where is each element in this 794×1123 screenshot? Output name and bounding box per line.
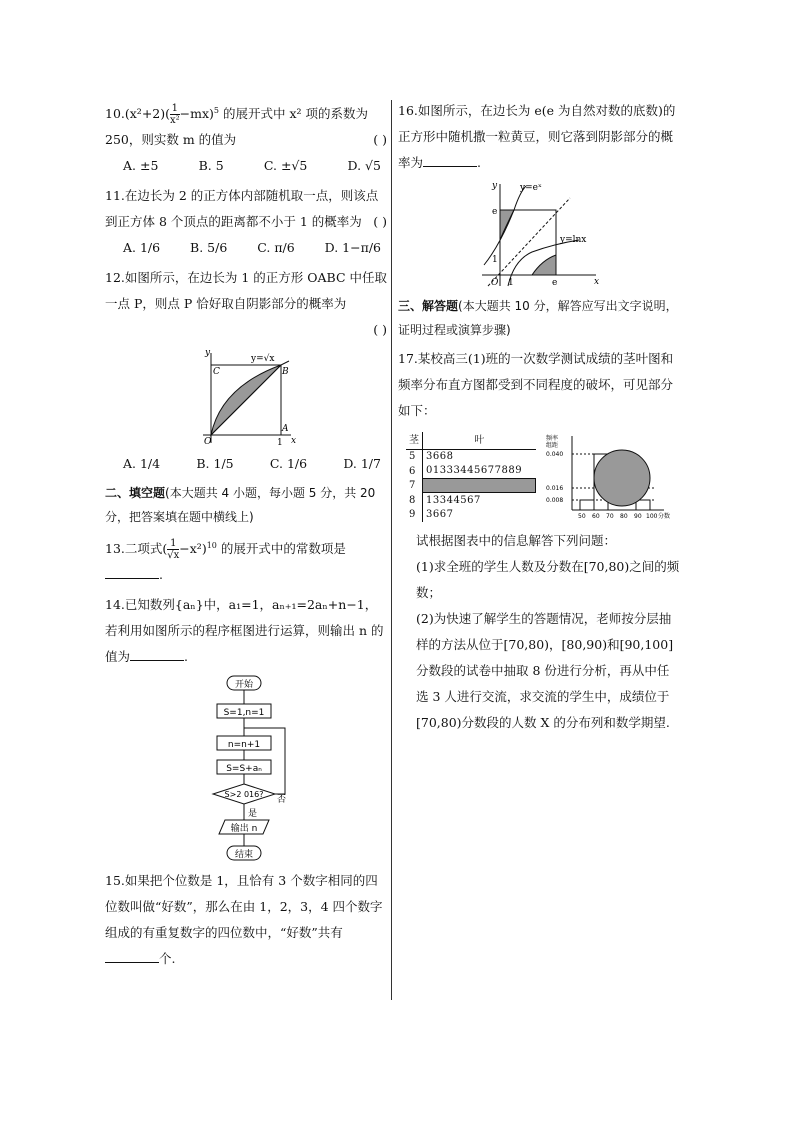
option-b: B. 1/5 <box>196 456 234 472</box>
q13-stem-b: −x²) <box>179 541 207 557</box>
flow-start-label: 开始 <box>234 680 254 691</box>
one-x-tick: 1 <box>508 278 514 288</box>
option-c: C. ±√5 <box>263 158 308 174</box>
flow-step1-label: n=n+1 <box>227 740 261 751</box>
leaf-cell: 13344567 <box>426 495 481 507</box>
xtick: 70 <box>606 513 614 520</box>
q17-part1: (1)求全班的学生人数及分数在[70,80)之间的频数； <box>416 559 680 600</box>
curve-extension <box>281 361 289 365</box>
ytick: 0.016 <box>546 485 564 492</box>
y-label: y <box>492 181 498 191</box>
diagonal-ob <box>211 365 281 435</box>
stem-cell: 5 <box>406 449 423 464</box>
ylabel-bottom: 组距 <box>546 442 559 449</box>
section-title: 三、解答题 <box>398 299 459 313</box>
section-note: (本大题共 4 小题，每小题 5 分，共 20 分，把答案填在题中横线上) <box>105 486 376 525</box>
flow-condition-label: S>2 016? <box>224 790 264 800</box>
damage-blot <box>594 450 650 506</box>
q15-stem: 15.如果把个位数是 1，且恰有 3 个数字相同的四位数叫做“好数”，那么在由 1，2，3，4 四个数字组成的有重复数字的四位数中，“好数”共有 <box>105 873 383 941</box>
left-column <box>105 98 387 976</box>
e-y-tick: e <box>492 207 498 217</box>
leaf-header: 叶 <box>474 434 485 446</box>
stem-header: 茎 <box>406 432 423 449</box>
section-answer <box>398 294 680 342</box>
q10-exponent: 5 <box>213 106 220 115</box>
point-c: C <box>213 367 220 378</box>
question-16 <box>398 98 680 290</box>
stem-leaf-plot <box>406 432 536 522</box>
q17-figures <box>406 432 680 522</box>
one-y-tick: 1 <box>492 255 498 265</box>
point-a: A <box>282 424 289 435</box>
stem-cell: 9 <box>406 508 423 522</box>
q12-square-figure <box>191 347 301 447</box>
stem-cell: 7 <box>406 479 423 493</box>
q13-frac-num: 1 <box>167 538 179 550</box>
q17-intro: 试根据图表中的信息解答下列问题： <box>416 533 617 548</box>
answer-paren: ( ) <box>373 214 387 230</box>
q17-part2: (2)为快速了解学生的答题情况，老师按分层抽样的方法从位于[70,80)，[80,90)和[90,100]分数段的试卷中抽取 8 份进行分析，再从中任选 3 人进行交流，求交流的学生中，成绩位于[70,80)分数段的人数 X 的分布列和数学期望. <box>416 611 674 730</box>
question-12 <box>105 265 387 477</box>
column-divider <box>391 100 392 1000</box>
option-c: C. π/6 <box>257 240 295 256</box>
answer-blank <box>423 152 477 167</box>
section-note: (本大题共 10 分，解答应写出文字说明，证明过程或演算步骤) <box>398 299 678 337</box>
q14-flowchart <box>205 674 295 864</box>
q16-end: . <box>477 155 481 170</box>
q17-stem: 17.某校高三(1)班的一次数学测试成绩的茎叶图和频率分布直方图都受到不同程度的破坏，可见部分如下： <box>398 351 674 418</box>
option-a: A. 1/4 <box>123 456 161 472</box>
q13-end: . <box>159 567 163 583</box>
ln-label: y=lnx <box>560 235 587 245</box>
leaf-cell-damaged <box>423 479 536 493</box>
q12-options <box>105 451 387 477</box>
leaf-cell: 3667 <box>426 509 454 521</box>
leaf-cell: 01333445677889 <box>426 465 523 477</box>
tick-one: 1 <box>277 438 283 448</box>
point-b: B <box>282 367 289 378</box>
ytick: 0.008 <box>546 497 564 504</box>
q14-end: . <box>184 649 188 665</box>
answer-blank <box>130 646 184 661</box>
question-17 <box>398 346 680 736</box>
option-b: B. 5/6 <box>190 240 228 256</box>
q13-stem-a: 13.二项式( <box>105 541 168 557</box>
y-label: y <box>205 348 211 359</box>
origin-label: O <box>491 278 499 288</box>
answer-paren: ( ) <box>373 322 387 338</box>
flow-output-label: 输出 n <box>230 824 258 835</box>
q16-figure <box>474 180 604 290</box>
option-d: D. 1/7 <box>343 456 381 472</box>
q10-stem-a: 10.(x²+2)( <box>105 106 170 122</box>
question-11 <box>105 183 387 261</box>
e-x-tick: e <box>552 278 558 288</box>
q16-stem: 16.如图所示，在边长为 e(e 为自然对数的底数)的正方形中随机撒一粒黄豆，则它落到阴影部分的概率为 <box>398 103 676 170</box>
flow-init-label: S=1,n=1 <box>223 708 265 719</box>
section-title: 二、填空题 <box>105 486 166 501</box>
option-c: C. 1/6 <box>269 456 308 472</box>
xtick: 80 <box>620 513 628 520</box>
right-column <box>398 98 680 740</box>
ytick: 0.040 <box>546 451 564 458</box>
section-fill-in <box>105 481 387 529</box>
option-d: D. √5 <box>347 158 381 174</box>
q13-frac-den: √x <box>167 550 180 562</box>
xlabel: 分数 <box>658 513 671 520</box>
q13-stem-c: 的展开式中的常数项是 <box>216 541 346 557</box>
question-14 <box>105 592 387 864</box>
x-label: x <box>291 436 297 447</box>
stem-cell: 8 <box>406 493 423 508</box>
q11-options <box>105 235 387 261</box>
frequency-histogram <box>542 432 672 522</box>
shaded-lower <box>532 255 556 275</box>
question-13 <box>105 533 387 588</box>
q15-end: 个. <box>159 951 176 967</box>
flow-no-label: 否 <box>277 795 287 806</box>
q10-frac-den: x² <box>170 115 180 127</box>
xtick: 50 <box>578 513 586 520</box>
q12-stem: 12.如图所示，在边长为 1 的正方形 OABC 中任取一点 P，则点 P 恰好取自阴影部分的概率为 <box>105 270 387 312</box>
x-label: x <box>594 277 600 287</box>
flow-step2-label: S=S+aₙ <box>226 764 262 775</box>
answer-blank <box>105 948 159 963</box>
leaf-cell: 3668 <box>426 451 454 463</box>
hist-bar <box>580 500 594 510</box>
q10-options <box>105 153 387 179</box>
answer-paren: ( ) <box>373 132 387 148</box>
q10-frac-num: 1 <box>171 103 179 115</box>
q10-stem-b: −mx) <box>179 106 214 122</box>
flow-yes-label: 是 <box>248 809 258 820</box>
q14-stem: 14.已知数列{aₙ}中，a₁=1，aₙ₊₁=2aₙ+n−1，若利用如图所示的程序框图进行运算，则输出 n 的值为 <box>105 597 384 665</box>
flow-loop-back <box>244 728 285 794</box>
exp-label: y=eˣ <box>520 183 542 193</box>
point-o: O <box>204 437 212 448</box>
question-10 <box>105 98 387 179</box>
q13-exponent: 10 <box>206 541 217 551</box>
q10-stem-c: 的展开式中 x² 项的系数为 250，则实数 m 的值为 <box>105 106 368 148</box>
option-d: D. 1−π/6 <box>324 240 381 256</box>
question-15 <box>105 868 387 972</box>
xtick: 60 <box>592 513 600 520</box>
flow-end-label: 结束 <box>234 850 254 861</box>
q11-stem: 11.在边长为 2 的正方体内部随机取一点，则该点到正方体 8 个顶点的距离都不小于 1 的概率为 <box>105 188 379 230</box>
xtick: 100 <box>646 513 658 520</box>
option-a: A. 1/6 <box>123 240 161 256</box>
stem-cell: 6 <box>406 464 423 479</box>
option-a: A. ±5 <box>123 158 159 174</box>
xtick: 90 <box>634 513 642 520</box>
option-b: B. 5 <box>198 158 224 174</box>
curve-label: y=√x <box>251 354 275 365</box>
ylabel-top: 频率 <box>546 435 559 442</box>
answer-blank <box>105 564 159 579</box>
